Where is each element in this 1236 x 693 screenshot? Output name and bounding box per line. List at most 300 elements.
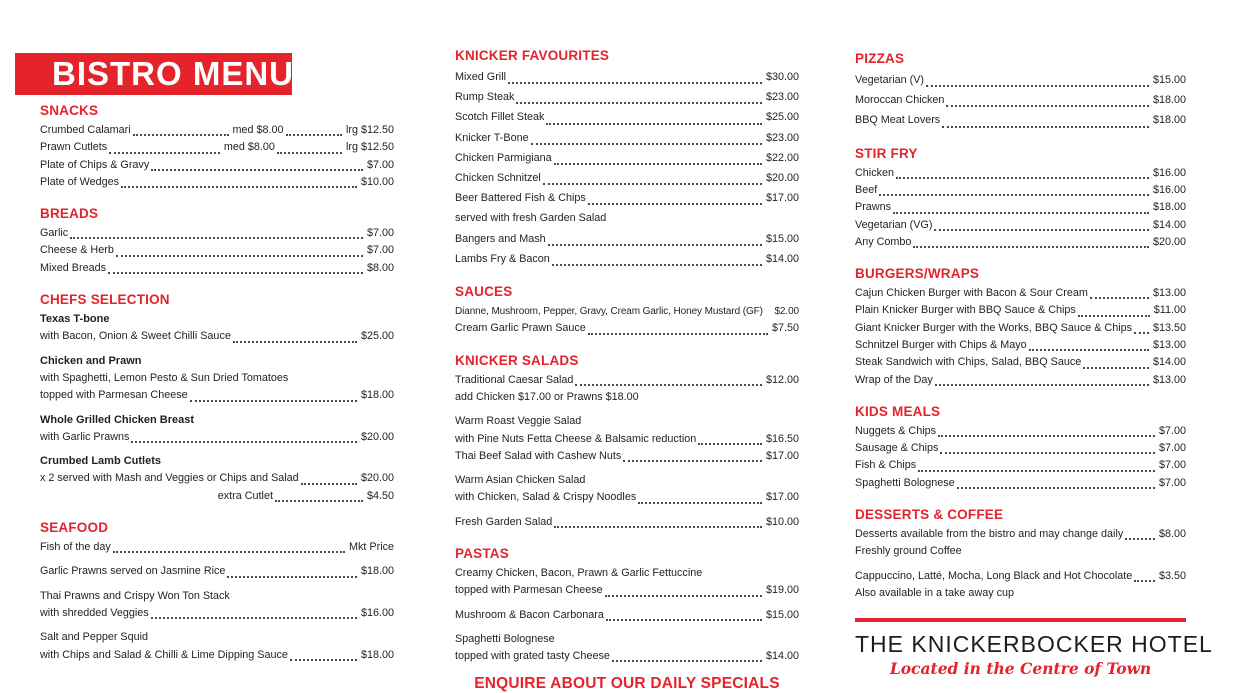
dotted-leader xyxy=(190,400,357,402)
item-price: $13.00 xyxy=(1152,338,1186,351)
item-name: topped with Parmesan Cheese xyxy=(455,584,603,597)
menu-item-line xyxy=(40,605,394,622)
menu-item-line xyxy=(455,168,799,188)
item-price: lrg $12.50 xyxy=(345,124,394,136)
menu-item-line xyxy=(455,128,799,148)
item-name: Sausage & Chips xyxy=(855,442,939,455)
item-name: Beer Battered Fish & Chips xyxy=(455,192,586,205)
item-name: Lambs Fry & Bacon xyxy=(455,252,550,265)
hotel-tagline: Located in the Centre of Town xyxy=(889,658,1152,678)
item-name: Schnitzel Burger with Chips & Mayo xyxy=(855,338,1027,351)
item-name: Fresh Garden Salad xyxy=(455,515,553,528)
menu-item-line xyxy=(40,470,394,487)
section-title-stir-fry: STIR FRY xyxy=(855,145,918,161)
dotted-leader xyxy=(896,177,1149,179)
item-price: $7.00 xyxy=(1158,476,1186,489)
menu-item-line xyxy=(455,229,799,249)
dotted-leader xyxy=(531,143,762,145)
menu-item-line xyxy=(855,90,1186,110)
item-name: Whole Grilled Chicken Breast xyxy=(40,413,195,426)
menu-section-sauces xyxy=(455,284,799,338)
menu-item-line xyxy=(40,328,394,345)
menu-item-group xyxy=(455,472,799,507)
menu-item-line xyxy=(455,431,799,448)
item-name: Texas T-bone xyxy=(40,313,110,326)
menu-column-left xyxy=(40,103,394,673)
menu-item-line xyxy=(855,585,1186,602)
item-name: Cajun Chicken Burger with Bacon & Sour Cream xyxy=(855,287,1088,300)
dotted-leader xyxy=(638,502,762,504)
dotted-leader xyxy=(1134,580,1155,582)
dotted-leader xyxy=(1078,315,1150,317)
menu-item-group xyxy=(855,285,1186,389)
item-name: Desserts available from the bistro and may change daily xyxy=(855,528,1124,541)
menu-item-line xyxy=(855,475,1186,492)
dotted-leader xyxy=(552,264,762,266)
item-name: Wrap of the Day xyxy=(855,373,933,386)
item-name: Giant Knicker Burger with the Works, BBQ Sauce & Chips xyxy=(855,321,1133,334)
item-price: lrg $12.50 xyxy=(345,141,394,154)
item-price: $7.00 xyxy=(1158,424,1186,437)
dotted-leader xyxy=(109,152,220,154)
menu-item-line xyxy=(40,225,394,242)
item-name: Salt and Pepper Squid xyxy=(40,631,149,644)
menu-item-line xyxy=(455,582,799,599)
item-price: $2.00 xyxy=(774,306,799,318)
menu-item-group xyxy=(855,165,1186,251)
dotted-leader xyxy=(940,452,1155,454)
menu-item-line xyxy=(855,165,1186,182)
menu-item-group xyxy=(855,568,1186,603)
item-name: Garlic Prawns served on Jasmine Rice xyxy=(40,565,226,578)
item-price: Mkt Price xyxy=(349,541,394,554)
item-price: $7.00 xyxy=(366,158,394,171)
item-name: Nuggets & Chips xyxy=(855,424,937,437)
item-name: Dianne, Mushroom, Pepper, Gravy, Cream Garlic, Honey Mustard (GF) xyxy=(455,306,763,318)
menu-item-line xyxy=(455,372,799,389)
dotted-leader xyxy=(935,384,1149,386)
item-name: Steak Sandwich with Chips, Salad, BBQ Sauce xyxy=(855,356,1082,369)
item-name: Plate of Chips & Gravy xyxy=(40,158,150,171)
dotted-leader xyxy=(133,134,229,136)
dotted-leader xyxy=(957,487,1155,489)
item-name: Prawns xyxy=(855,201,892,214)
menu-section-chefs-selection xyxy=(40,292,394,505)
menu-item-line xyxy=(855,372,1186,389)
menu-title-banner xyxy=(15,53,292,95)
menu-item-group xyxy=(40,412,394,447)
menu-column-middle xyxy=(455,48,799,693)
dotted-leader xyxy=(131,441,357,443)
item-name: Vegetarian (VG) xyxy=(855,218,933,231)
menu-item-line xyxy=(40,563,394,580)
menu-section-burgers-wraps xyxy=(855,266,1186,389)
item-price: $18.00 xyxy=(360,565,394,578)
item-price: $13.50 xyxy=(1152,321,1186,334)
dotted-leader xyxy=(938,435,1155,437)
menu-item-line xyxy=(40,370,394,387)
menu-item-line xyxy=(455,514,799,531)
item-price: $8.00 xyxy=(366,261,394,274)
menu-section-pizzas xyxy=(855,51,1186,131)
menu-item-group xyxy=(455,67,799,269)
item-name: Beef xyxy=(855,183,878,196)
menu-item-line xyxy=(40,629,394,646)
menu-section-stir-fry xyxy=(855,146,1186,251)
item-name: Also available in a take away cup xyxy=(855,586,1015,599)
menu-item-line xyxy=(40,311,394,328)
item-price: $20.00 xyxy=(1152,235,1186,248)
menu-item-line xyxy=(40,157,394,174)
item-name: with Chicken, Salad & Crispy Noodles xyxy=(455,491,637,504)
dotted-leader xyxy=(554,526,762,528)
section-title-pastas: PASTAS xyxy=(455,546,509,561)
item-price: $23.00 xyxy=(765,91,799,104)
menu-item-line xyxy=(455,631,799,648)
menu-section-snacks xyxy=(40,103,394,191)
menu-item-line xyxy=(855,423,1186,440)
item-name: with shredded Veggies xyxy=(40,606,149,619)
menu-item-line xyxy=(855,568,1186,585)
menu-item-group xyxy=(455,514,799,531)
menu-item-line xyxy=(855,234,1186,251)
dotted-leader xyxy=(1029,349,1149,351)
dotted-leader xyxy=(151,169,363,171)
hotel-name: THE KNICKERBOCKER HOTEL xyxy=(855,630,1213,657)
dotted-leader xyxy=(946,105,1149,107)
item-price: $7.00 xyxy=(366,244,394,257)
item-name: Spaghetti Bolognese xyxy=(855,476,955,489)
menu-section-pastas xyxy=(455,546,799,665)
menu-item-group xyxy=(455,372,799,407)
menu-item-group xyxy=(455,607,799,624)
menu-column-right xyxy=(855,51,1213,678)
section-title-sauces: SAUCES xyxy=(455,284,513,300)
item-price: $30.00 xyxy=(765,71,799,83)
menu-item-group xyxy=(40,353,394,405)
dotted-leader xyxy=(290,659,357,661)
menu-item-group xyxy=(455,631,799,666)
menu-item-line xyxy=(455,87,799,107)
dotted-leader xyxy=(108,272,363,274)
menu-item-line xyxy=(855,285,1186,302)
footer-divider-rule xyxy=(855,618,1186,622)
section-title-kids-meals: KIDS MEALS xyxy=(855,403,941,419)
dotted-leader xyxy=(588,203,762,205)
dotted-leader xyxy=(113,551,345,553)
item-name: with Garlic Prawns xyxy=(40,430,130,443)
menu-item-group xyxy=(855,70,1186,131)
item-price: $12.00 xyxy=(765,373,799,386)
menu-section-breads xyxy=(40,206,394,277)
item-price: $17.00 xyxy=(765,192,799,205)
item-name: Cream Garlic Prawn Sauce xyxy=(455,322,586,335)
dotted-leader xyxy=(70,237,363,239)
menu-item-group xyxy=(40,225,394,277)
dotted-leader xyxy=(121,186,357,188)
menu-item-line xyxy=(40,122,394,139)
dotted-leader xyxy=(698,443,762,445)
item-price: $25.00 xyxy=(765,111,799,124)
menu-item-line xyxy=(855,354,1186,371)
item-name: Mixed Breads xyxy=(40,261,107,274)
item-name: Freshly ground Coffee xyxy=(855,545,962,558)
menu-item-line xyxy=(455,320,799,337)
dotted-leader xyxy=(1083,367,1149,369)
menu-item-line xyxy=(455,472,799,489)
menu-item-line xyxy=(855,457,1186,474)
dotted-leader xyxy=(942,126,1149,128)
section-title-snacks: SNACKS xyxy=(40,103,99,118)
dotted-leader xyxy=(548,244,762,246)
item-price: $11.00 xyxy=(1153,304,1186,317)
menu-item-line xyxy=(855,440,1186,457)
item-mid-price: med $8.00 xyxy=(232,124,284,136)
dotted-leader xyxy=(575,384,762,386)
enquire-daily-specials-note: ENQUIRE ABOUT OUR DAILY SPECIALS xyxy=(474,675,780,693)
dotted-leader xyxy=(893,212,1149,214)
menu-item-line xyxy=(455,607,799,624)
dotted-leader xyxy=(275,500,363,502)
menu-item-line xyxy=(455,67,799,87)
dotted-leader xyxy=(277,152,342,154)
item-price: $10.00 xyxy=(765,515,799,528)
item-name: Mixed Grill xyxy=(455,71,506,83)
section-title-breads: BREADS xyxy=(40,206,99,222)
menu-section-desserts-coffee xyxy=(855,507,1186,602)
item-price: $20.00 xyxy=(765,172,799,185)
item-name: Traditional Caesar Salad xyxy=(455,373,574,386)
menu-item-line xyxy=(40,429,394,446)
item-price: $17.00 xyxy=(765,449,799,462)
item-price: $14.00 xyxy=(765,252,799,265)
item-price: $13.00 xyxy=(1152,287,1186,300)
item-name: Thai Prawns and Crispy Won Ton Stack xyxy=(40,589,230,602)
item-price: $3.50 xyxy=(1158,569,1186,582)
item-name: Thai Beef Salad with Cashew Nuts xyxy=(455,449,622,462)
item-name: topped with grated tasty Cheese xyxy=(455,650,610,663)
item-name: Rump Steak xyxy=(455,91,515,104)
item-price: $10.00 xyxy=(360,175,394,188)
menu-item-line xyxy=(855,543,1186,560)
dotted-leader xyxy=(588,333,768,335)
menu-item-line xyxy=(855,70,1186,90)
item-price: $7.50 xyxy=(771,322,799,335)
item-name: Vegetarian (V) xyxy=(855,74,925,86)
dotted-leader xyxy=(543,183,762,185)
item-name: Creamy Chicken, Bacon, Prawn & Garlic Fettuccine xyxy=(455,567,703,579)
item-price: $18.00 xyxy=(1152,94,1186,107)
item-name: BBQ Meat Lovers xyxy=(855,114,941,127)
menu-item-line xyxy=(455,249,799,269)
item-price: $16.50 xyxy=(765,432,799,445)
menu-item-line xyxy=(40,488,394,505)
dotted-leader xyxy=(879,194,1149,196)
menu-item-line xyxy=(855,110,1186,130)
item-price: $25.00 xyxy=(360,330,394,343)
item-price: $18.00 xyxy=(1152,114,1186,127)
item-price: $7.00 xyxy=(366,227,394,240)
menu-section-knicker-favourites xyxy=(455,48,799,269)
item-price: $22.00 xyxy=(765,151,799,164)
item-price: $20.00 xyxy=(360,430,394,443)
dotted-leader xyxy=(1090,297,1149,299)
section-title-knicker-salads: KNICKER SALADS xyxy=(455,352,579,368)
menu-item-line xyxy=(40,139,394,156)
menu-item-line xyxy=(40,242,394,259)
item-name: Knicker T-Bone xyxy=(455,131,529,144)
menu-item-group xyxy=(40,453,394,505)
section-title-chefs-selection: CHEFS SELECTION xyxy=(40,292,170,308)
item-name: Prawn Cutlets xyxy=(40,141,108,154)
section-title-desserts-coffee: DESSERTS & COFFEE xyxy=(855,507,1004,523)
menu-item-group xyxy=(40,539,394,556)
item-name: Chicken and Prawn xyxy=(40,354,142,367)
item-price: $18.00 xyxy=(1152,201,1186,214)
menu-item-line xyxy=(455,448,799,465)
item-name: Garlic xyxy=(40,227,69,240)
menu-item-line xyxy=(855,199,1186,216)
dotted-leader xyxy=(926,85,1149,87)
item-name: Bangers and Mash xyxy=(455,232,546,245)
menu-item-line xyxy=(40,387,394,404)
dotted-leader xyxy=(913,246,1149,248)
item-name: Warm Asian Chicken Salad xyxy=(455,474,586,487)
menu-item-group xyxy=(855,526,1186,561)
menu-item-line xyxy=(855,182,1186,199)
menu-section-kids-meals xyxy=(855,404,1186,492)
dotted-leader xyxy=(1134,332,1149,334)
item-price: $18.00 xyxy=(360,648,394,661)
dotted-leader xyxy=(606,619,762,621)
item-name: Warm Roast Veggie Salad xyxy=(455,415,582,428)
dotted-leader xyxy=(508,82,762,84)
item-price: $4.50 xyxy=(366,489,394,502)
dotted-leader xyxy=(605,595,762,597)
item-name: Crumbed Lamb Cutlets xyxy=(40,455,162,468)
section-title-knicker-favourites: KNICKER FAVOURITES xyxy=(455,48,610,63)
item-name: extra Cutlet xyxy=(217,489,273,502)
menu-item-line xyxy=(455,188,799,208)
menu-item-line xyxy=(40,647,394,664)
item-name: Any Combo xyxy=(855,235,912,248)
item-price: $18.00 xyxy=(360,389,394,402)
item-name: with Spaghetti, Lemon Pesto & Sun Dried Tomatoes xyxy=(40,371,289,384)
menu-item-line xyxy=(455,648,799,665)
item-name: Scotch Fillet Steak xyxy=(455,111,545,124)
menu-item-line xyxy=(455,489,799,506)
item-price: $23.00 xyxy=(765,131,799,144)
item-name: Chicken Schnitzel xyxy=(455,172,541,185)
menu-item-group xyxy=(40,588,394,623)
item-price: $19.00 xyxy=(765,584,799,597)
menu-item-line xyxy=(455,148,799,168)
item-price: $15.00 xyxy=(765,232,799,245)
item-mid-price: med $8.00 xyxy=(223,141,275,154)
item-name: with Chips and Salad & Chilli & Lime Dipping Sauce xyxy=(40,648,288,661)
dotted-leader xyxy=(116,255,363,257)
dotted-leader xyxy=(301,483,357,485)
menu-item-line xyxy=(855,217,1186,234)
item-price: $16.00 xyxy=(360,606,394,619)
menu-item-group xyxy=(40,629,394,664)
item-name: with Pine Nuts Fetta Cheese & Balsamic reduction xyxy=(455,432,697,445)
dotted-leader xyxy=(554,163,762,165)
item-price: $20.00 xyxy=(360,472,394,485)
menu-item-line xyxy=(40,588,394,605)
item-name: Fish & Chips xyxy=(855,459,917,472)
dotted-leader xyxy=(151,617,357,619)
menu-item-line xyxy=(40,174,394,191)
menu-item-group xyxy=(40,122,394,191)
menu-section-knicker-salads xyxy=(455,353,799,531)
dotted-leader xyxy=(1125,538,1155,540)
menu-item-group xyxy=(455,565,799,600)
dotted-leader xyxy=(227,576,357,578)
item-name: Chicken Parmigiana xyxy=(455,151,552,164)
section-title-seafood: SEAFOOD xyxy=(40,520,109,536)
item-name: topped with Parmesan Cheese xyxy=(40,389,188,402)
item-price: $17.00 xyxy=(765,491,799,504)
menu-item-line xyxy=(855,320,1186,337)
item-price: $14.00 xyxy=(1152,218,1186,231)
menu-item-line xyxy=(455,208,799,228)
item-name: Fish of the day xyxy=(40,541,111,554)
item-name: Plain Knicker Burger with BBQ Sauce & Chips xyxy=(855,304,1076,317)
item-name: served with fresh Garden Salad xyxy=(455,212,607,225)
menu-item-line xyxy=(855,302,1186,319)
menu-item-group xyxy=(455,413,799,465)
item-name: Crumbed Calamari xyxy=(40,124,131,136)
item-name: Cheese & Herb xyxy=(40,244,114,257)
item-price: $8.00 xyxy=(1158,528,1186,541)
dotted-leader xyxy=(516,102,762,104)
item-price: $16.00 xyxy=(1152,166,1186,179)
menu-item-line xyxy=(455,413,799,430)
menu-item-line xyxy=(855,526,1186,543)
item-name: Moroccan Chicken xyxy=(855,94,945,107)
item-price: $14.00 xyxy=(1152,356,1186,369)
item-price: $13.00 xyxy=(1152,373,1186,386)
dotted-leader xyxy=(623,460,762,462)
item-price: $16.00 xyxy=(1152,183,1186,196)
dotted-leader xyxy=(612,660,762,662)
section-title-pizzas: PIZZAS xyxy=(855,51,905,66)
item-price: $15.00 xyxy=(1152,74,1186,86)
section-title-burgers-wraps: BURGERS/WRAPS xyxy=(855,266,980,282)
menu-item-line xyxy=(40,353,394,370)
item-name: Plate of Wedges xyxy=(40,175,120,188)
dotted-leader xyxy=(934,229,1149,231)
item-price: $7.00 xyxy=(1158,442,1186,455)
menu-item-group xyxy=(455,303,799,338)
item-name: x 2 served with Mash and Veggies or Chips and Salad xyxy=(40,472,299,485)
item-price: $14.00 xyxy=(765,650,799,663)
dotted-leader xyxy=(546,123,762,125)
menu-item-line xyxy=(455,303,799,320)
menu-item-line xyxy=(40,453,394,470)
menu-item-line xyxy=(40,260,394,277)
dotted-leader xyxy=(233,341,357,343)
menu-item-line xyxy=(455,389,799,406)
page-title: BISTRO MENU xyxy=(52,55,294,92)
dotted-leader xyxy=(286,134,342,136)
menu-item-group xyxy=(40,311,394,346)
menu-item-line xyxy=(455,565,799,582)
item-price: $15.00 xyxy=(765,608,799,621)
menu-item-line xyxy=(455,107,799,127)
item-price: $7.00 xyxy=(1158,459,1186,472)
